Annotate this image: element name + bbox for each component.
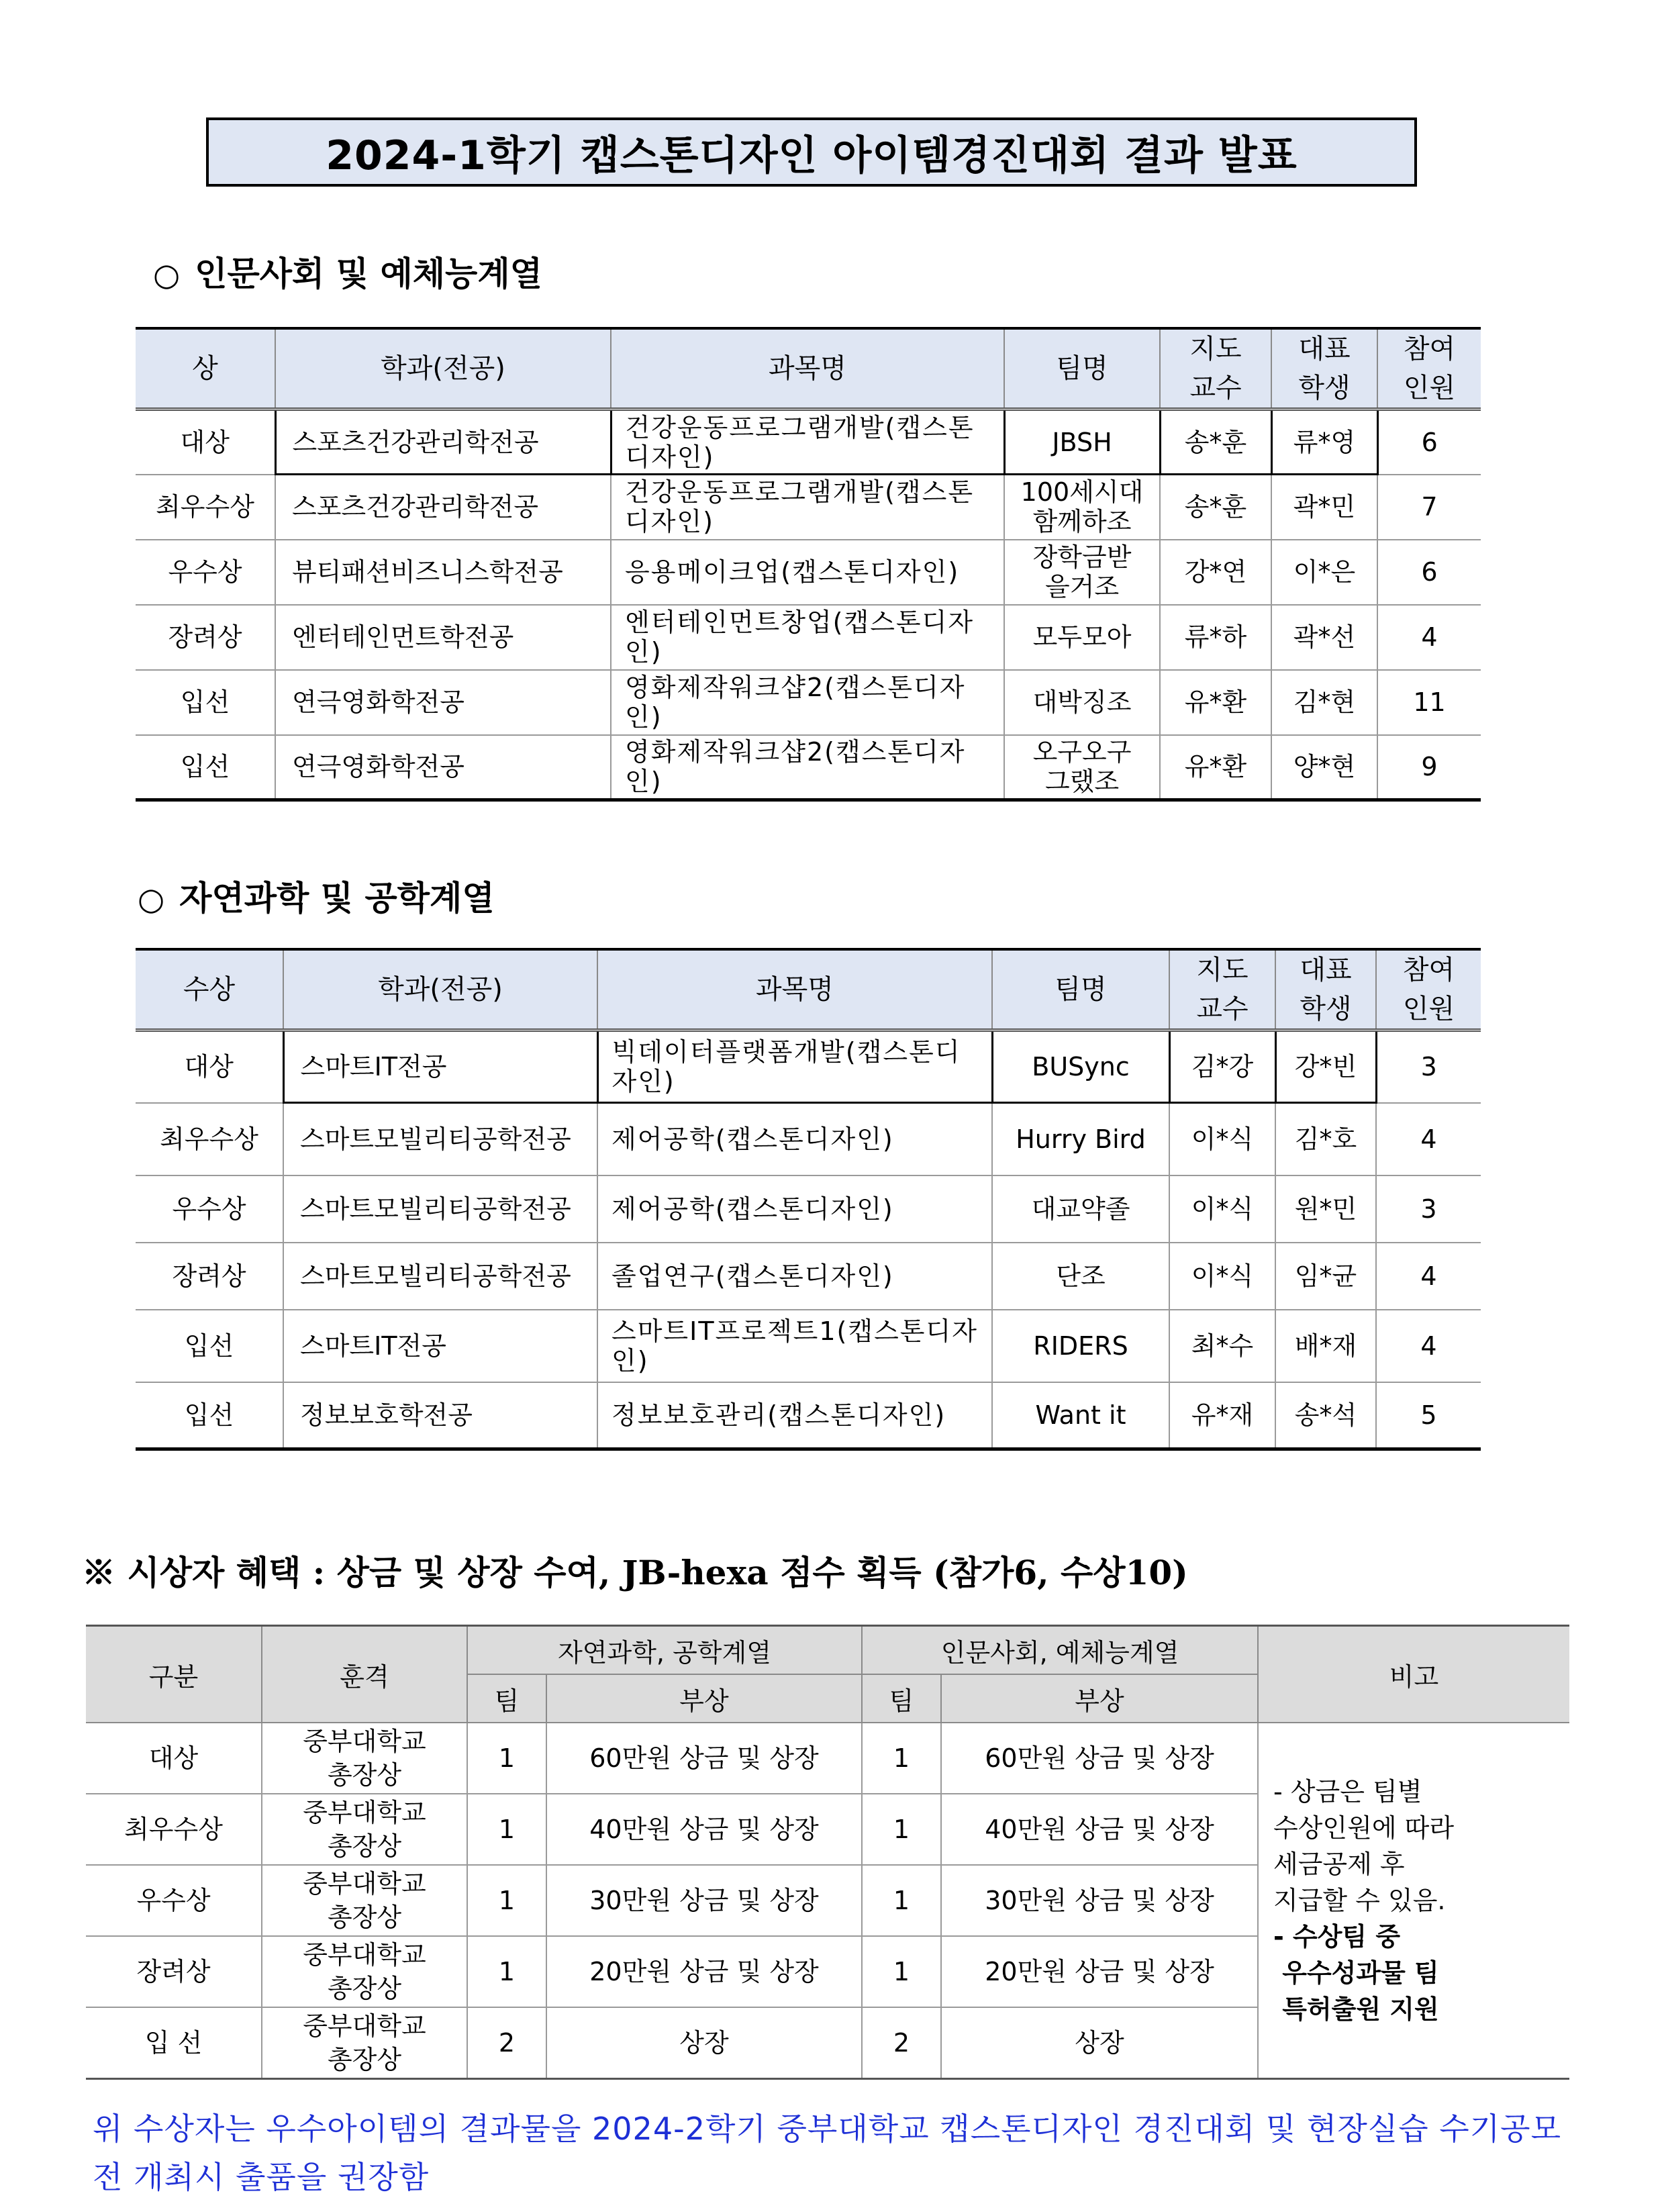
category-cell: 우수상 xyxy=(86,1865,262,1936)
section-heading-humanities xyxy=(153,247,542,295)
table-row xyxy=(136,1310,1481,1382)
team-line: 모두모아 xyxy=(1032,622,1132,652)
honor-line: 총장상 xyxy=(327,2045,402,2074)
course-cell xyxy=(611,605,1004,670)
header-rep: 대표 학생 xyxy=(1271,328,1377,410)
team-count-cell: 1 xyxy=(467,1936,546,2007)
team-line: 을거조 xyxy=(1044,572,1120,602)
team-line: Hurry Bird xyxy=(1016,1124,1146,1154)
table-row xyxy=(136,1175,1481,1243)
team-count-cell: 1 xyxy=(467,1865,546,1936)
rep-cell: 양*현 xyxy=(1271,735,1377,800)
header-course: 과목명 xyxy=(597,949,992,1030)
header-rep: 대표 학생 xyxy=(1275,949,1376,1030)
header-advisor: 지도 교수 xyxy=(1169,949,1275,1030)
header-prize: 부상 xyxy=(546,1674,862,1723)
team-count-cell: 2 xyxy=(862,2007,941,2079)
team-line: 장학금받 xyxy=(1032,542,1132,572)
award-cell: 입선 xyxy=(136,1382,283,1449)
team-cell xyxy=(1004,475,1160,540)
dept-cell: 뷰티패션비즈니스학전공 xyxy=(275,540,611,605)
rep-cell: 임*균 xyxy=(1275,1243,1376,1310)
team-count-cell: 1 xyxy=(862,1865,941,1936)
course-cell xyxy=(597,1175,992,1243)
team-cell xyxy=(992,1382,1169,1449)
header-prize: 부상 xyxy=(941,1674,1258,1723)
honor-line: 중부대학교 xyxy=(303,1727,426,1756)
category-cell: 입 선 xyxy=(86,2007,262,2079)
header-advisor: 지도 교수 xyxy=(1160,328,1271,410)
dept-cell: 정보보호학전공 xyxy=(283,1382,597,1449)
course-line: 정보보호관리(캡스톤디자인) xyxy=(611,1400,946,1430)
table-row xyxy=(136,1030,1481,1103)
header-dept: 학과(전공) xyxy=(275,328,611,410)
team-line: JBSH xyxy=(1052,427,1112,457)
course-line: 스마트IT프로젝트1(캡스톤디자 xyxy=(611,1316,978,1346)
course-line: 건강운동프로그램개발(캡스톤 xyxy=(625,477,975,508)
course-line: 인) xyxy=(625,637,663,667)
prize-cell: 상장 xyxy=(941,2007,1258,2079)
section-heading-text: 인문사회 및 예체능계열 xyxy=(195,254,542,293)
honor-cell xyxy=(262,1865,467,1936)
count-cell: 5 xyxy=(1376,1382,1481,1449)
course-line: 엔터테인먼트창업(캡스톤디자 xyxy=(625,608,975,637)
header-team: 팀 xyxy=(862,1674,941,1723)
count-cell: 4 xyxy=(1377,605,1481,670)
dept-cell: 스마트모빌리티공학전공 xyxy=(283,1175,597,1243)
honor-cell xyxy=(262,1794,467,1865)
honor-line: 중부대학교 xyxy=(303,2011,426,2041)
team-cell xyxy=(992,1103,1169,1175)
advisor-cell: 유*환 xyxy=(1160,735,1271,800)
header-remark: 비고 xyxy=(1258,1626,1569,1723)
count-cell: 3 xyxy=(1376,1175,1481,1243)
course-cell xyxy=(597,1103,992,1175)
award-cell: 우수상 xyxy=(136,540,275,605)
remark-line: 수상인원에 따라 xyxy=(1273,1813,1455,1843)
advisor-cell: 강*연 xyxy=(1160,540,1271,605)
advisor-cell: 최*수 xyxy=(1169,1310,1275,1382)
header-award: 상 xyxy=(136,328,275,410)
team-line: 대교약졸 xyxy=(1031,1194,1130,1224)
section-heading-science xyxy=(138,871,495,920)
rep-cell: 송*석 xyxy=(1275,1382,1376,1449)
count-cell: 4 xyxy=(1376,1310,1481,1382)
course-line: 응용메이크업(캡스톤디자인) xyxy=(625,557,960,587)
course-line: 빅데이터플랫폼개발(캡스톤디 xyxy=(611,1037,961,1067)
team-line: 함께하조 xyxy=(1032,507,1132,537)
table-row xyxy=(136,605,1481,670)
course-line: 졸업연구(캡스톤디자인) xyxy=(611,1261,894,1291)
remark-line: 특허출원 지원 xyxy=(1273,1994,1439,2024)
prize-cell: 60만원 상금 및 상장 xyxy=(546,1723,862,1794)
table-row xyxy=(136,540,1481,605)
remark-line: - 상금은 팀별 xyxy=(1273,1777,1422,1807)
award-cell: 최우수상 xyxy=(136,475,275,540)
honor-line: 총장상 xyxy=(327,1831,402,1861)
honor-line: 중부대학교 xyxy=(303,1940,426,1970)
team-cell xyxy=(1004,735,1160,800)
honor-line: 총장상 xyxy=(327,1974,402,2003)
prize-cell: 상장 xyxy=(546,2007,862,2079)
team-cell xyxy=(992,1030,1169,1103)
team-line: 대박징조 xyxy=(1032,687,1132,717)
course-cell xyxy=(611,540,1004,605)
remark-line: 세금공제 후 xyxy=(1273,1849,1405,1879)
category-cell: 대상 xyxy=(86,1723,262,1794)
header-dept: 학과(전공) xyxy=(283,949,597,1030)
circle-bullet-icon: ○ xyxy=(138,881,165,917)
table-row xyxy=(136,670,1481,735)
count-cell: 9 xyxy=(1377,735,1481,800)
header-award: 수상 xyxy=(136,949,283,1030)
team-line: BUSync xyxy=(1032,1052,1130,1081)
remark-line: 우수성과물 팀 xyxy=(1273,1958,1439,1988)
table-row xyxy=(136,1243,1481,1310)
rep-cell: 곽*민 xyxy=(1271,475,1377,540)
footer-line: 위 수상자는 우수아이템의 결과물을 2024-2학기 중부대학교 캡스톤디자인 경진대회 및 현장실습 수기공모 xyxy=(93,2111,1562,2147)
award-cell: 대상 xyxy=(136,410,275,475)
remark-line: - 수상팀 중 xyxy=(1273,1922,1401,1952)
course-cell xyxy=(597,1310,992,1382)
prize-table xyxy=(86,1625,1569,2080)
team-cell xyxy=(1004,540,1160,605)
dept-cell: 스마트IT전공 xyxy=(283,1030,597,1103)
dept-cell: 스마트모빌리티공학전공 xyxy=(283,1103,597,1175)
award-cell: 대상 xyxy=(136,1030,283,1103)
prize-cell: 60만원 상금 및 상장 xyxy=(941,1723,1258,1794)
header-team: 팀명 xyxy=(1004,328,1160,410)
award-cell: 최우수상 xyxy=(136,1103,283,1175)
header-count: 참여 인원 xyxy=(1376,949,1481,1030)
award-cell: 입선 xyxy=(136,735,275,800)
rep-cell: 강*빈 xyxy=(1275,1030,1376,1103)
course-line: 인) xyxy=(625,702,663,732)
count-cell: 11 xyxy=(1377,670,1481,735)
team-cell xyxy=(992,1175,1169,1243)
table-row xyxy=(136,410,1481,475)
advisor-cell: 송*훈 xyxy=(1160,475,1271,540)
dept-cell: 스포츠건강관리학전공 xyxy=(275,475,611,540)
advisor-cell: 김*강 xyxy=(1169,1030,1275,1103)
circle-bullet-icon: ○ xyxy=(153,256,181,293)
dept-cell: 연극영화학전공 xyxy=(275,735,611,800)
team-line: 100세시대 xyxy=(1020,477,1144,508)
honor-cell xyxy=(262,2007,467,2079)
honor-line: 총장상 xyxy=(327,1903,402,1932)
prize-cell: 30만원 상금 및 상장 xyxy=(941,1865,1258,1936)
dept-cell: 연극영화학전공 xyxy=(275,670,611,735)
award-cell: 입선 xyxy=(136,1310,283,1382)
award-cell: 입선 xyxy=(136,670,275,735)
count-cell: 7 xyxy=(1377,475,1481,540)
advisor-cell: 이*식 xyxy=(1169,1243,1275,1310)
category-cell: 최우수상 xyxy=(86,1794,262,1865)
team-line: RIDERS xyxy=(1033,1331,1128,1361)
science-award-table xyxy=(136,948,1481,1451)
team-count-cell: 1 xyxy=(862,1794,941,1865)
count-cell: 6 xyxy=(1377,540,1481,605)
team-line: 오구오구 xyxy=(1032,737,1132,767)
honor-cell xyxy=(262,1723,467,1794)
dept-cell: 스포츠건강관리학전공 xyxy=(275,410,611,475)
count-cell: 4 xyxy=(1376,1243,1481,1310)
humanities-award-table xyxy=(136,327,1481,802)
honor-line: 중부대학교 xyxy=(303,1798,426,1827)
footer-recommendation xyxy=(93,2105,1603,2201)
header-course: 과목명 xyxy=(611,328,1004,410)
team-count-cell: 1 xyxy=(862,1723,941,1794)
course-line: 건강운동프로그램개발(캡스톤 xyxy=(625,412,975,442)
table-row xyxy=(136,1382,1481,1449)
course-cell xyxy=(611,670,1004,735)
advisor-cell: 유*재 xyxy=(1169,1382,1275,1449)
prize-cell: 40만원 상금 및 상장 xyxy=(546,1794,862,1865)
course-line: 영화제작워크샵2(캡스톤디자 xyxy=(625,673,966,702)
dept-cell: 스마트모빌리티공학전공 xyxy=(283,1243,597,1310)
award-cell: 우수상 xyxy=(136,1175,283,1243)
rep-cell: 배*재 xyxy=(1275,1310,1376,1382)
course-line: 디자인) xyxy=(625,442,715,472)
table-row xyxy=(136,1103,1481,1175)
header-team: 팀 xyxy=(467,1674,546,1723)
prize-cell: 20만원 상금 및 상장 xyxy=(546,1936,862,2007)
course-line: 인) xyxy=(625,767,663,797)
section-heading-text: 자연과학 및 공학계열 xyxy=(179,879,495,918)
prize-cell: 30만원 상금 및 상장 xyxy=(546,1865,862,1936)
team-line: Want it xyxy=(1035,1400,1126,1430)
course-line: 인) xyxy=(611,1345,649,1376)
honor-line: 중부대학교 xyxy=(303,1869,426,1898)
team-count-cell: 1 xyxy=(467,1794,546,1865)
header-category: 구분 xyxy=(86,1626,262,1723)
team-cell xyxy=(992,1310,1169,1382)
course-line: 디자인) xyxy=(625,507,714,537)
footer-line: 전 개최시 출품을 권장함 xyxy=(93,2159,430,2195)
prize-cell: 40만원 상금 및 상장 xyxy=(941,1794,1258,1865)
header-group-science: 자연과학, 공학계열 xyxy=(467,1626,862,1675)
course-cell xyxy=(597,1030,992,1103)
header-team: 팀명 xyxy=(992,949,1169,1030)
course-cell xyxy=(597,1382,992,1449)
course-cell xyxy=(611,735,1004,800)
course-line: 자인) xyxy=(611,1067,675,1096)
team-cell xyxy=(992,1243,1169,1310)
team-count-cell: 1 xyxy=(862,1936,941,2007)
advisor-cell: 류*하 xyxy=(1160,605,1271,670)
prize-cell: 20만원 상금 및 상장 xyxy=(941,1936,1258,2007)
count-cell: 3 xyxy=(1376,1030,1481,1103)
course-line: 제어공학(캡스톤디자인) xyxy=(611,1194,894,1224)
team-line: 단조 xyxy=(1056,1261,1106,1291)
course-cell xyxy=(611,410,1004,475)
header-group-humanities: 인문사회, 예체능계열 xyxy=(862,1626,1258,1675)
rep-cell: 김*현 xyxy=(1271,670,1377,735)
course-cell xyxy=(611,475,1004,540)
team-count-cell: 2 xyxy=(467,2007,546,2079)
honor-cell xyxy=(262,1936,467,2007)
benefit-note: ※ 시상자 혜택 : 상금 및 상장 수여, JB-hexa 점수 획득 (참가6, 수상10) xyxy=(82,1553,1188,1592)
remark-cell xyxy=(1258,1723,1569,2079)
rep-cell: 김*호 xyxy=(1275,1103,1376,1175)
advisor-cell: 이*식 xyxy=(1169,1103,1275,1175)
course-cell xyxy=(597,1243,992,1310)
table-row xyxy=(136,735,1481,800)
team-cell xyxy=(1004,410,1160,475)
advisor-cell: 송*훈 xyxy=(1160,410,1271,475)
dept-cell: 스마트IT전공 xyxy=(283,1310,597,1382)
award-cell: 장려상 xyxy=(136,605,275,670)
honor-line: 총장상 xyxy=(327,1760,402,1790)
team-count-cell: 1 xyxy=(467,1723,546,1794)
table-row xyxy=(86,1723,1569,1794)
dept-cell: 엔터테인먼트학전공 xyxy=(275,605,611,670)
team-line: 그랬조 xyxy=(1044,767,1120,797)
header-count: 참여 인원 xyxy=(1377,328,1481,410)
advisor-cell: 이*식 xyxy=(1169,1175,1275,1243)
header-honor: 훈격 xyxy=(262,1626,467,1723)
table-row xyxy=(136,475,1481,540)
course-line: 영화제작워크샵2(캡스톤디자 xyxy=(625,737,966,767)
rep-cell: 곽*선 xyxy=(1271,605,1377,670)
team-cell xyxy=(1004,670,1160,735)
page-title: 2024-1학기 캡스톤디자인 아이템경진대회 결과 발표 xyxy=(206,117,1417,187)
course-line: 제어공학(캡스톤디자인) xyxy=(611,1124,894,1154)
count-cell: 4 xyxy=(1376,1103,1481,1175)
rep-cell: 이*은 xyxy=(1271,540,1377,605)
team-cell xyxy=(1004,605,1160,670)
remark-line: 지급할 수 있음. xyxy=(1273,1886,1446,1915)
category-cell: 장려상 xyxy=(86,1936,262,2007)
rep-cell: 류*영 xyxy=(1271,410,1377,475)
count-cell: 6 xyxy=(1377,410,1481,475)
award-cell: 장려상 xyxy=(136,1243,283,1310)
advisor-cell: 유*환 xyxy=(1160,670,1271,735)
rep-cell: 원*민 xyxy=(1275,1175,1376,1243)
